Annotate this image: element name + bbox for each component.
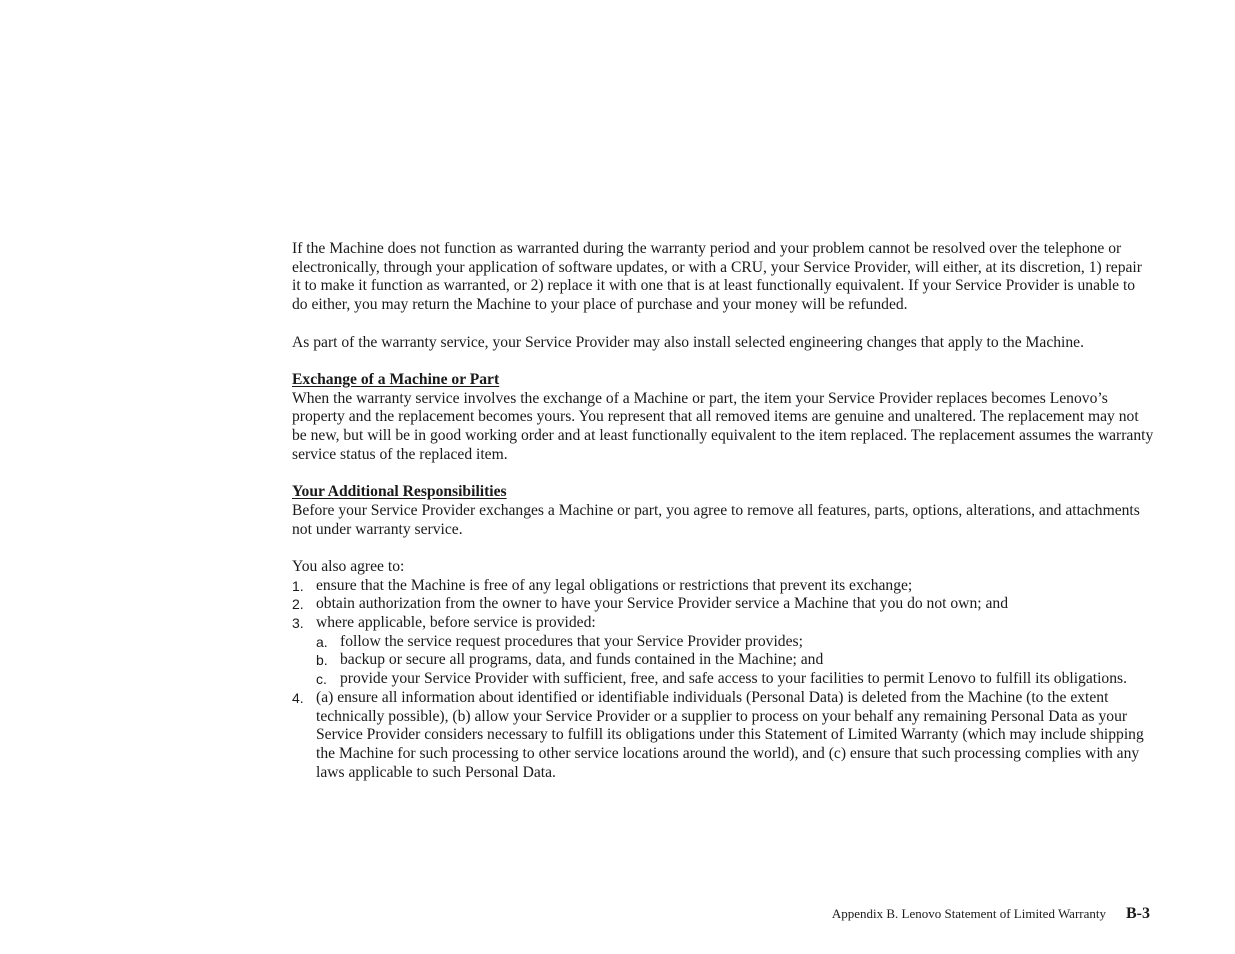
exchange-section xyxy=(292,371,1154,465)
responsibilities-heading: Your Additional Responsibilities xyxy=(292,483,507,501)
sub-list-marker: c. xyxy=(316,671,327,688)
agree-intro: You also agree to: xyxy=(292,557,405,575)
sub-list xyxy=(316,633,1154,689)
sub-list-item-text: follow the service request procedures that your Service Provider provides; xyxy=(340,632,803,650)
list-item xyxy=(292,577,1154,596)
list-item xyxy=(292,614,1154,689)
list-item-text: ensure that the Machine is free of any legal obligations or restrictions that prevent its exchange; xyxy=(316,576,913,594)
list-item xyxy=(292,689,1154,783)
responsibilities-body: Before your Service Provider exchanges a Machine or part, you agree to remove all features, parts, options, alterations, and attachments not under warranty service. xyxy=(292,501,1140,538)
list-item-text: obtain authorization from the owner to have your Service Provider service a Machine that you do not own; and xyxy=(316,595,1008,613)
sub-list-item xyxy=(316,670,1154,689)
sub-list-item xyxy=(316,633,1154,652)
exchange-body: When the warranty service involves the exchange of a Machine or part, the item your Service Provider replaces becomes Lenovo’s property and the replacement becomes yours. You represent that all removed items are genuine and unaltered. The replacement may not be new, but will be in good working order and at least functionally equivalent to the item replaced. The replacement assumes the warranty service status of the replaced item. xyxy=(292,389,1154,463)
sub-list-item xyxy=(316,651,1154,670)
sub-list-item-text: provide your Service Provider with sufficient, free, and safe access to your facilities to permit Lenovo to fulfill its obligations. xyxy=(340,670,1127,688)
list-item xyxy=(292,595,1154,614)
engineering-changes-paragraph: As part of the warranty service, your Service Provider may also install selected engineering changes that apply to the Machine. xyxy=(292,333,1084,351)
exchange-heading: Exchange of a Machine or Part xyxy=(292,370,500,388)
numbered-list xyxy=(292,577,1154,783)
page-number: B-3 xyxy=(1126,905,1150,922)
list-marker: 1. xyxy=(292,577,304,594)
list-marker: 4. xyxy=(292,689,304,706)
list-marker: 3. xyxy=(292,615,304,631)
sub-list-marker: a. xyxy=(316,633,328,650)
footer-title: Appendix B. Lenovo Statement of Limited Warranty xyxy=(831,906,1106,921)
page-footer xyxy=(832,905,1150,923)
sub-list-item-text: backup or secure all programs, data, and funds contained in the Machine; and xyxy=(340,651,824,669)
list-marker: 2. xyxy=(292,596,304,613)
document-body xyxy=(292,240,1154,782)
responsibilities-section xyxy=(292,483,1154,539)
list-item-text: (a) ensure all information about identified or identifiable individuals (Personal Data) is deleted from the Machine (to the extent technically possible), (b) allow your Service Provider or a supplier to process on your behalf any remaining Personal Data as your Service Provider considers necessary to fulfill its obligations under this Statement of Limited Warranty (which may include shipping the Machine for such processing to other service locations around the world), and (c) ensure that such processing complies with any laws applicable to such Personal Data. xyxy=(316,688,1144,781)
warranty-service-paragraph: If the Machine does not function as warranted during the warranty period and your problem cannot be resolved over the telephone or electronically, through your application of software updates, or with a CRU, your Service Provider, will either, at its discretion, 1) repair it to make it function as warranted, or 2) replace it with one that is at least functionally equivalent. If your Service Provider is unable to do either, you may return the Machine to your place of purchase and your money will be refunded. xyxy=(292,240,1142,314)
sub-list-marker: b. xyxy=(316,652,328,669)
list-item-text: where applicable, before service is provided: xyxy=(316,614,596,631)
